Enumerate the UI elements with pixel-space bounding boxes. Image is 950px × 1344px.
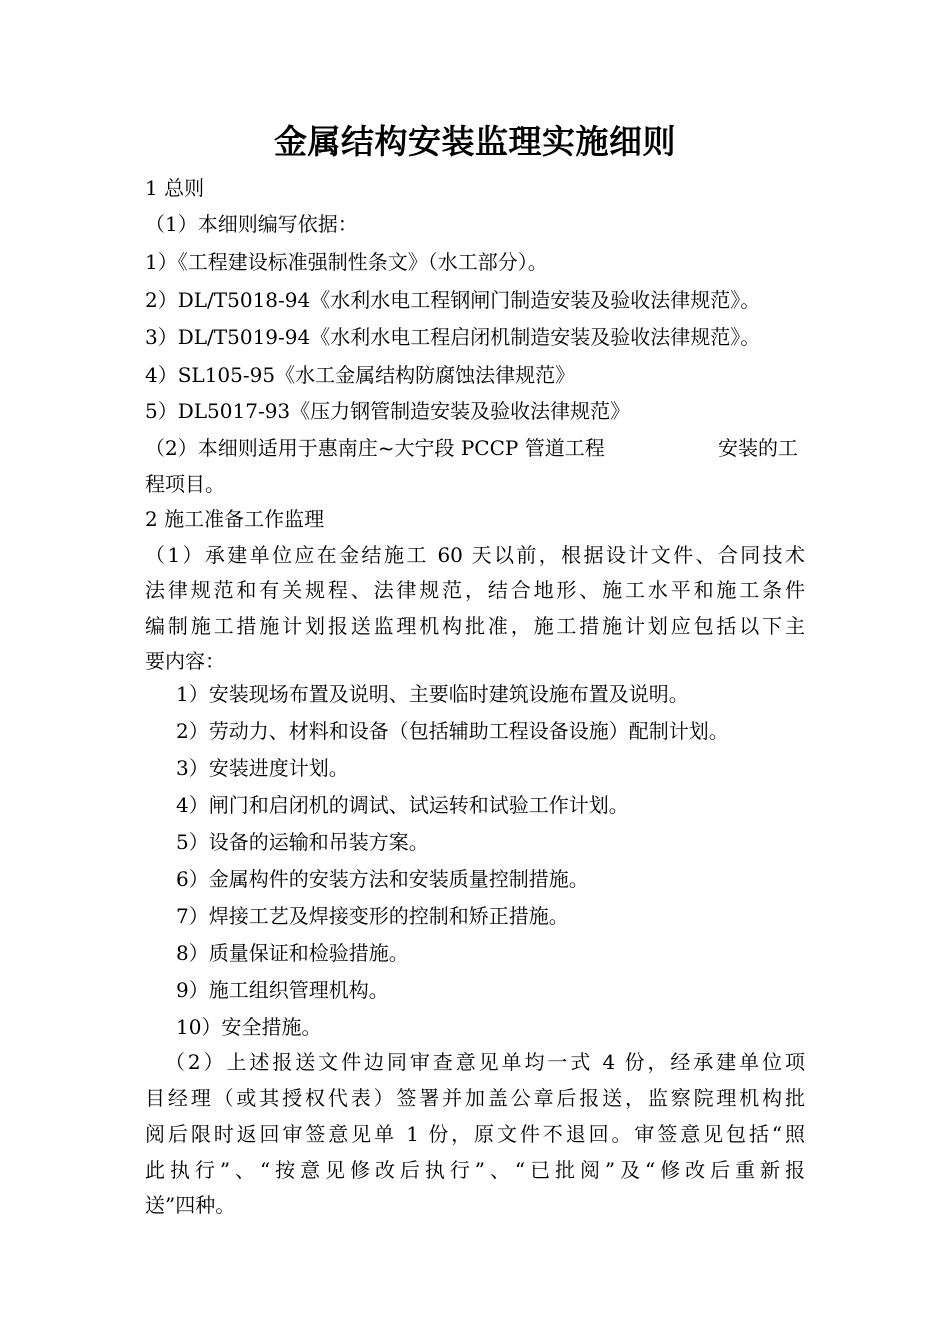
reference-item-5: 5）DL5017-93《压力钢管制造安装及验收法律规范》 [145,399,631,423]
section-heading-preparation: 2 施工准备工作监理 [145,507,325,531]
plan-content-item: 2）劳动力、材料和设备（包括辅助工程设备设施）配制计划。 [176,719,729,743]
plan-content-item: 5）设备的运输和吊装方案。 [176,830,429,854]
plan-content-item: 7）焊接工艺及焊接变形的控制和矫正措施。 [176,904,569,928]
reference-item-3: 3）DL/T5019-94《水利水电工程启闭机制造安装及验收法律规范》。 [145,325,761,349]
plan-content-item: 10）安全措施。 [176,1015,322,1039]
section-heading-general: 1 总则 [145,176,205,200]
plan-paragraph-line: （1）承建单位应在金结施工 60 天以前，根据设计文件、合同技术 [145,543,805,567]
plan-content-item: 6）金属构件的安装方法和安装质量控制措施。 [176,867,589,891]
document-title: 金属结构安装监理实施细则 [274,122,676,161]
submission-paragraph-line: 此执行”、“按意见修改后执行”、“已批阅”及“修改后重新报 [145,1158,805,1182]
plan-content-item: 4）闸门和启闭机的调试、试运转和试验工作计划。 [176,793,629,817]
reference-item-1: 1）《工程建设标准强制性条文》（水工部分）。 [145,250,548,274]
submission-paragraph-line: 送”四种。 [145,1193,236,1217]
plan-paragraph-line: 编制施工措施计划报送监理机构批准，施工措施计划应包括以下主 [145,614,805,638]
plan-content-item: 8）质量保证和检验措施。 [176,941,409,965]
scope-text-right: 安装的工 [718,436,798,460]
basis-label: （1）本细则编写依据： [145,212,358,236]
plan-paragraph-line: 法律规范和有关规程、法律规范，结合地形、施工水平和施工条件 [145,578,805,602]
plan-paragraph-line: 要内容： [145,649,225,673]
plan-content-item: 9）施工组织管理机构。 [176,978,389,1002]
scope-text-cont: 程项目。 [145,472,225,496]
scope-text-left: （2）本细则适用于惠南庄~大宁段 PCCP 管道工程 [145,436,605,460]
plan-content-item: 1）安装现场布置及说明、主要临时建筑设施布置及说明。 [176,682,689,706]
submission-paragraph-line: 目经理（或其授权代表）签署并加盖公章后报送，监察院理机构批 [145,1086,805,1110]
submission-paragraph-line: 阅后限时返回审签意见单 1 份，原文件不退回。审签意见包括“照 [145,1122,805,1146]
plan-content-item: 3）安装进度计划。 [176,756,349,780]
submission-paragraph-line: （2）上述报送文件边同审查意见单均一式 4 份，经承建单位项 [165,1050,805,1074]
reference-item-4: 4）SL105-95《水工金属结构防腐蚀法律规范》 [145,363,576,387]
reference-item-2: 2）DL/T5018-94《水利水电工程钢闸门制造安装及验收法律规范》。 [145,288,761,312]
